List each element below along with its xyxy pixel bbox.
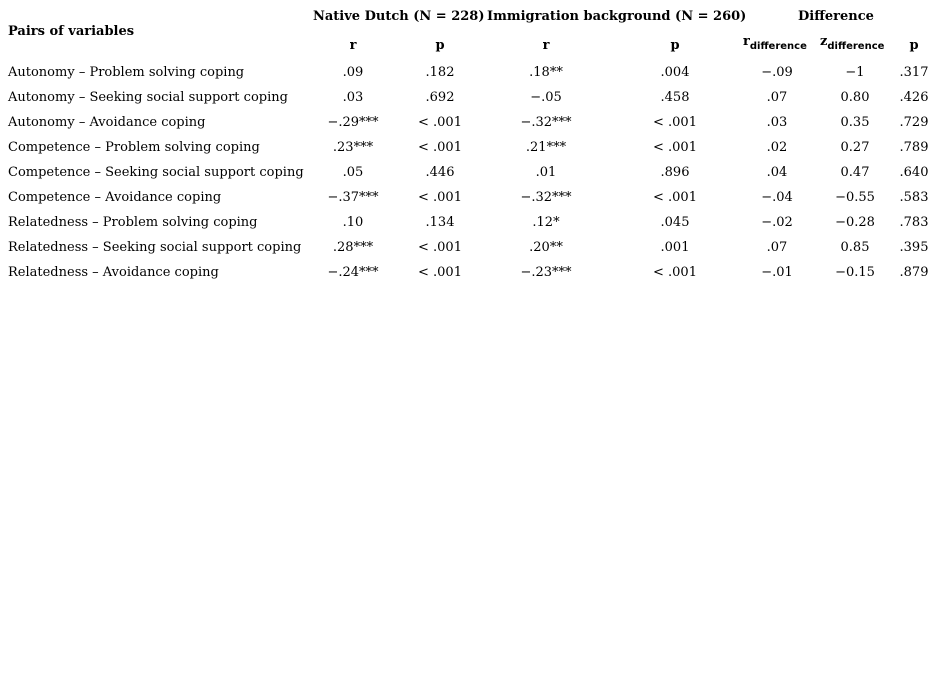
cell-r-difference: −.04	[761, 190, 793, 205]
col-header-r-difference	[743, 34, 807, 52]
cell-im-p: .896	[660, 165, 690, 180]
cell-diff-p: .583	[899, 190, 929, 205]
row-label: Competence – Seeking social support coping	[8, 165, 304, 180]
cell-im-r: −.32***	[520, 115, 572, 130]
z-symbol: z	[820, 34, 828, 49]
cell-im-p: < .001	[653, 140, 697, 155]
cell-nd-p: .134	[425, 215, 455, 230]
col-header-im-p: p	[670, 38, 680, 53]
cell-nd-r: .28***	[332, 240, 374, 255]
cell-diff-p: .640	[899, 165, 929, 180]
group-header-difference: Difference	[798, 9, 874, 24]
stub-header: Pairs of variables	[8, 24, 135, 39]
cell-im-p: .004	[660, 65, 690, 80]
cell-z-difference: −0.15	[835, 265, 875, 280]
col-header-diff-p: p	[909, 38, 919, 53]
cell-im-r: .12*	[532, 215, 560, 230]
cell-r-difference: −.01	[761, 265, 793, 280]
r-symbol: r	[743, 34, 750, 49]
group-header-immigration: Immigration background (N = 260)	[487, 9, 747, 24]
cell-r-difference: .04	[766, 165, 788, 180]
cell-im-p: .001	[660, 240, 690, 255]
cell-r-difference: .02	[766, 140, 788, 155]
cell-z-difference: 0.85	[840, 240, 870, 255]
row-label: Competence – Problem solving coping	[8, 140, 260, 155]
col-header-nd-r: r	[349, 38, 357, 53]
col-header-z-difference	[820, 34, 884, 52]
cell-nd-r: .10	[342, 215, 364, 230]
cell-im-p: .045	[660, 215, 690, 230]
row-label: Relatedness – Problem solving coping	[8, 215, 258, 230]
cell-nd-r: .23***	[332, 140, 374, 155]
cell-im-p: < .001	[653, 115, 697, 130]
cell-diff-p: .317	[899, 65, 929, 80]
cell-im-r: −.23***	[520, 265, 572, 280]
cell-nd-p: .446	[425, 165, 455, 180]
cell-diff-p: .395	[899, 240, 929, 255]
cell-nd-p: < .001	[418, 115, 462, 130]
cell-z-difference: 0.80	[840, 90, 870, 105]
cell-nd-r: −.37***	[327, 190, 379, 205]
cell-im-r: −.05	[530, 90, 562, 105]
cell-im-r: .20**	[529, 240, 563, 255]
group-header-native-dutch: Native Dutch (N = 228)	[313, 9, 485, 24]
difference-subscript: difference	[827, 41, 885, 52]
col-header-im-r: r	[542, 38, 550, 53]
cell-diff-p: .426	[899, 90, 929, 105]
cell-nd-r: −.29***	[327, 115, 379, 130]
cell-im-r: .01	[535, 165, 557, 180]
cell-im-p: < .001	[653, 190, 697, 205]
cell-r-difference: −.02	[761, 215, 793, 230]
cell-z-difference: 0.35	[840, 115, 870, 130]
cell-nd-r: −.24***	[327, 265, 379, 280]
row-label: Autonomy – Problem solving coping	[8, 65, 245, 80]
cell-nd-p: .692	[425, 90, 455, 105]
cell-z-difference: 0.47	[840, 165, 870, 180]
difference-subscript: difference	[749, 41, 807, 52]
cell-z-difference: 0.27	[840, 140, 870, 155]
cell-z-difference: −1	[845, 65, 865, 80]
cell-diff-p: .729	[899, 115, 929, 130]
cell-r-difference: .07	[766, 240, 788, 255]
cell-r-difference: .07	[766, 90, 788, 105]
cell-z-difference: −0.28	[835, 215, 875, 230]
row-label: Relatedness – Seeking social support coping	[8, 240, 302, 255]
cell-diff-p: .783	[899, 215, 929, 230]
cell-diff-p: .789	[899, 140, 929, 155]
row-label: Relatedness – Avoidance coping	[8, 265, 219, 280]
cell-nd-p: < .001	[418, 140, 462, 155]
row-label: Autonomy – Avoidance coping	[8, 115, 206, 130]
col-header-nd-p: p	[435, 38, 445, 53]
cell-nd-r: .05	[342, 165, 364, 180]
row-label: Competence – Avoidance coping	[8, 190, 222, 205]
cell-r-difference: −.09	[761, 65, 793, 80]
cell-nd-r: .03	[342, 90, 364, 105]
cell-nd-p: .182	[425, 65, 455, 80]
cell-z-difference: −0.55	[835, 190, 875, 205]
cell-r-difference: .03	[766, 115, 788, 130]
cell-im-r: .18**	[529, 65, 563, 80]
row-label: Autonomy – Seeking social support coping	[8, 90, 288, 105]
cell-im-p: < .001	[653, 265, 697, 280]
cell-nd-r: .09	[342, 65, 364, 80]
cell-nd-p: < .001	[418, 190, 462, 205]
cell-im-r: −.32***	[520, 190, 572, 205]
cell-nd-p: < .001	[418, 240, 462, 255]
cell-nd-p: < .001	[418, 265, 462, 280]
cell-diff-p: .879	[899, 265, 929, 280]
cell-im-r: .21***	[525, 140, 567, 155]
cell-im-p: .458	[660, 90, 690, 105]
